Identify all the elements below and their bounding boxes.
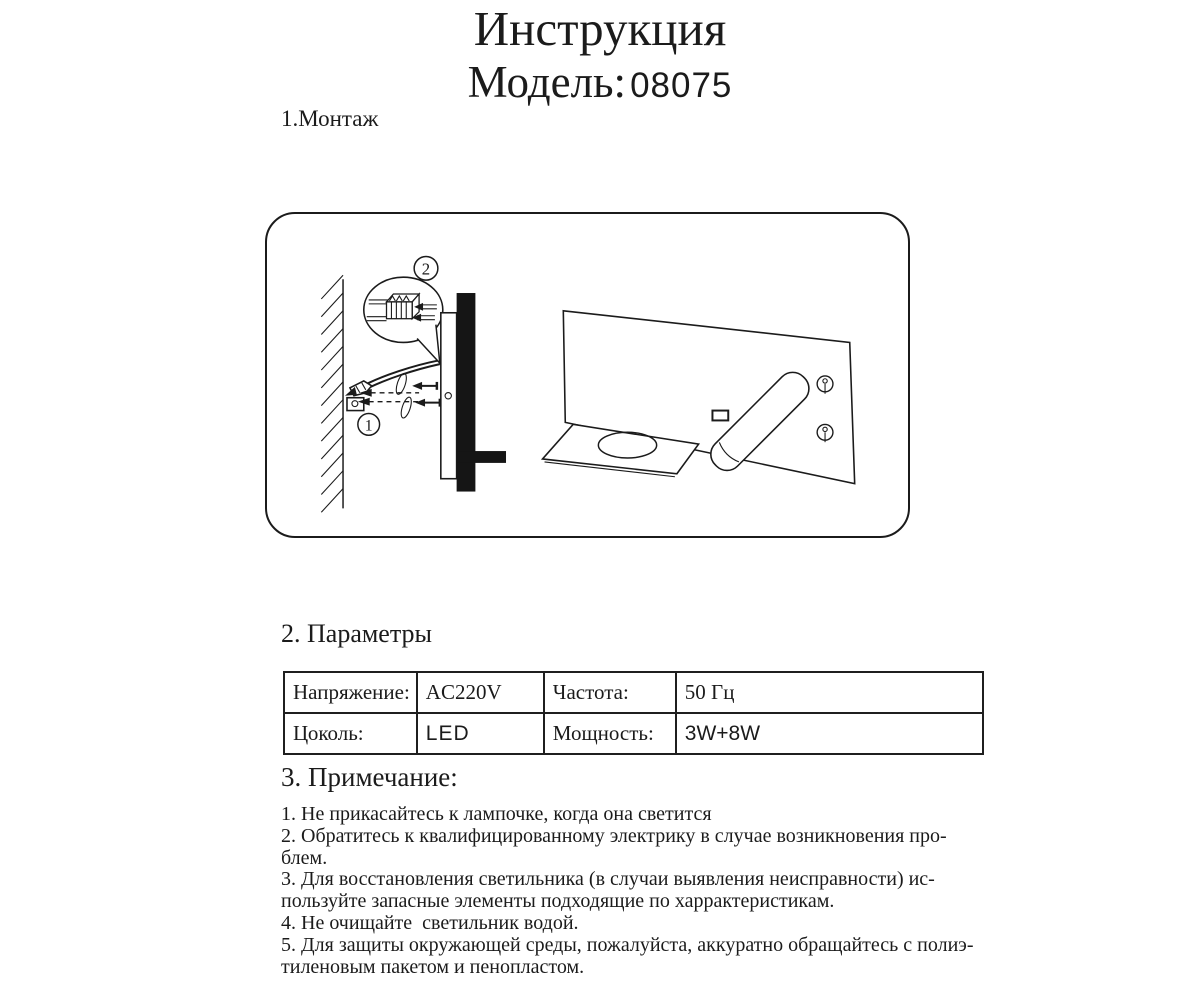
note-line: блем. [281,846,328,869]
svg-text:2: 2 [421,259,431,279]
note-line: тиленовым пакетом и пенопластом. [281,955,585,978]
lamp-side-profile [441,293,506,492]
param-label: Мощность: [544,713,676,754]
notes-list [281,803,974,978]
montage-diagram-svg [267,214,908,536]
callout-label-1 [358,414,380,436]
terminal-block-callout [364,256,443,363]
wall [321,275,343,512]
note-line: 4. Не очищайте светильник водой. [281,911,579,934]
note-line: пользуйте запасные элементы подходящие по харрактеристикам. [281,890,835,913]
param-label: Частота: [544,672,676,713]
notes-heading: 3. Примечание: [281,762,458,792]
montage-diagram [265,212,910,538]
note-line: 5. Для защиты окружающей среды, пожалуйста, аккуратно обращайтесь с полиэ- [281,933,974,956]
note-line: 3. Для восстановления светильника (в случаи выявления неисправности) ис- [281,868,935,891]
note-line: 2. Обратитесь к квалифицированному электрику в случае возникновения про- [281,824,947,847]
param-label: Цоколь: [284,713,417,754]
wall-anchors [394,372,413,419]
table-row [284,672,983,713]
lamp-perspective-view [543,311,855,484]
param-label: Напряжение: [284,672,417,713]
note-line: 1. Не прикасайтесь к лампочке, когда она светится [281,803,712,825]
param-value: 3W+8W [676,713,983,754]
params-table [283,671,984,755]
model-line [0,57,1200,118]
callout-label-2 [414,256,438,280]
montage-heading: 1.Монтаж [281,106,379,131]
svg-text:1: 1 [364,417,373,435]
params-heading: 2. Параметры [281,619,432,648]
page-title: Инструкция [473,1,727,56]
table-row [284,713,983,754]
model-number: 08075 [630,66,733,105]
param-value: AC220V [417,672,544,713]
param-value: LED [417,713,544,754]
mounting-bracket [345,381,372,411]
screws [412,382,440,407]
model-label: Модель: [467,57,627,107]
param-value: 50 Гц [676,672,983,713]
